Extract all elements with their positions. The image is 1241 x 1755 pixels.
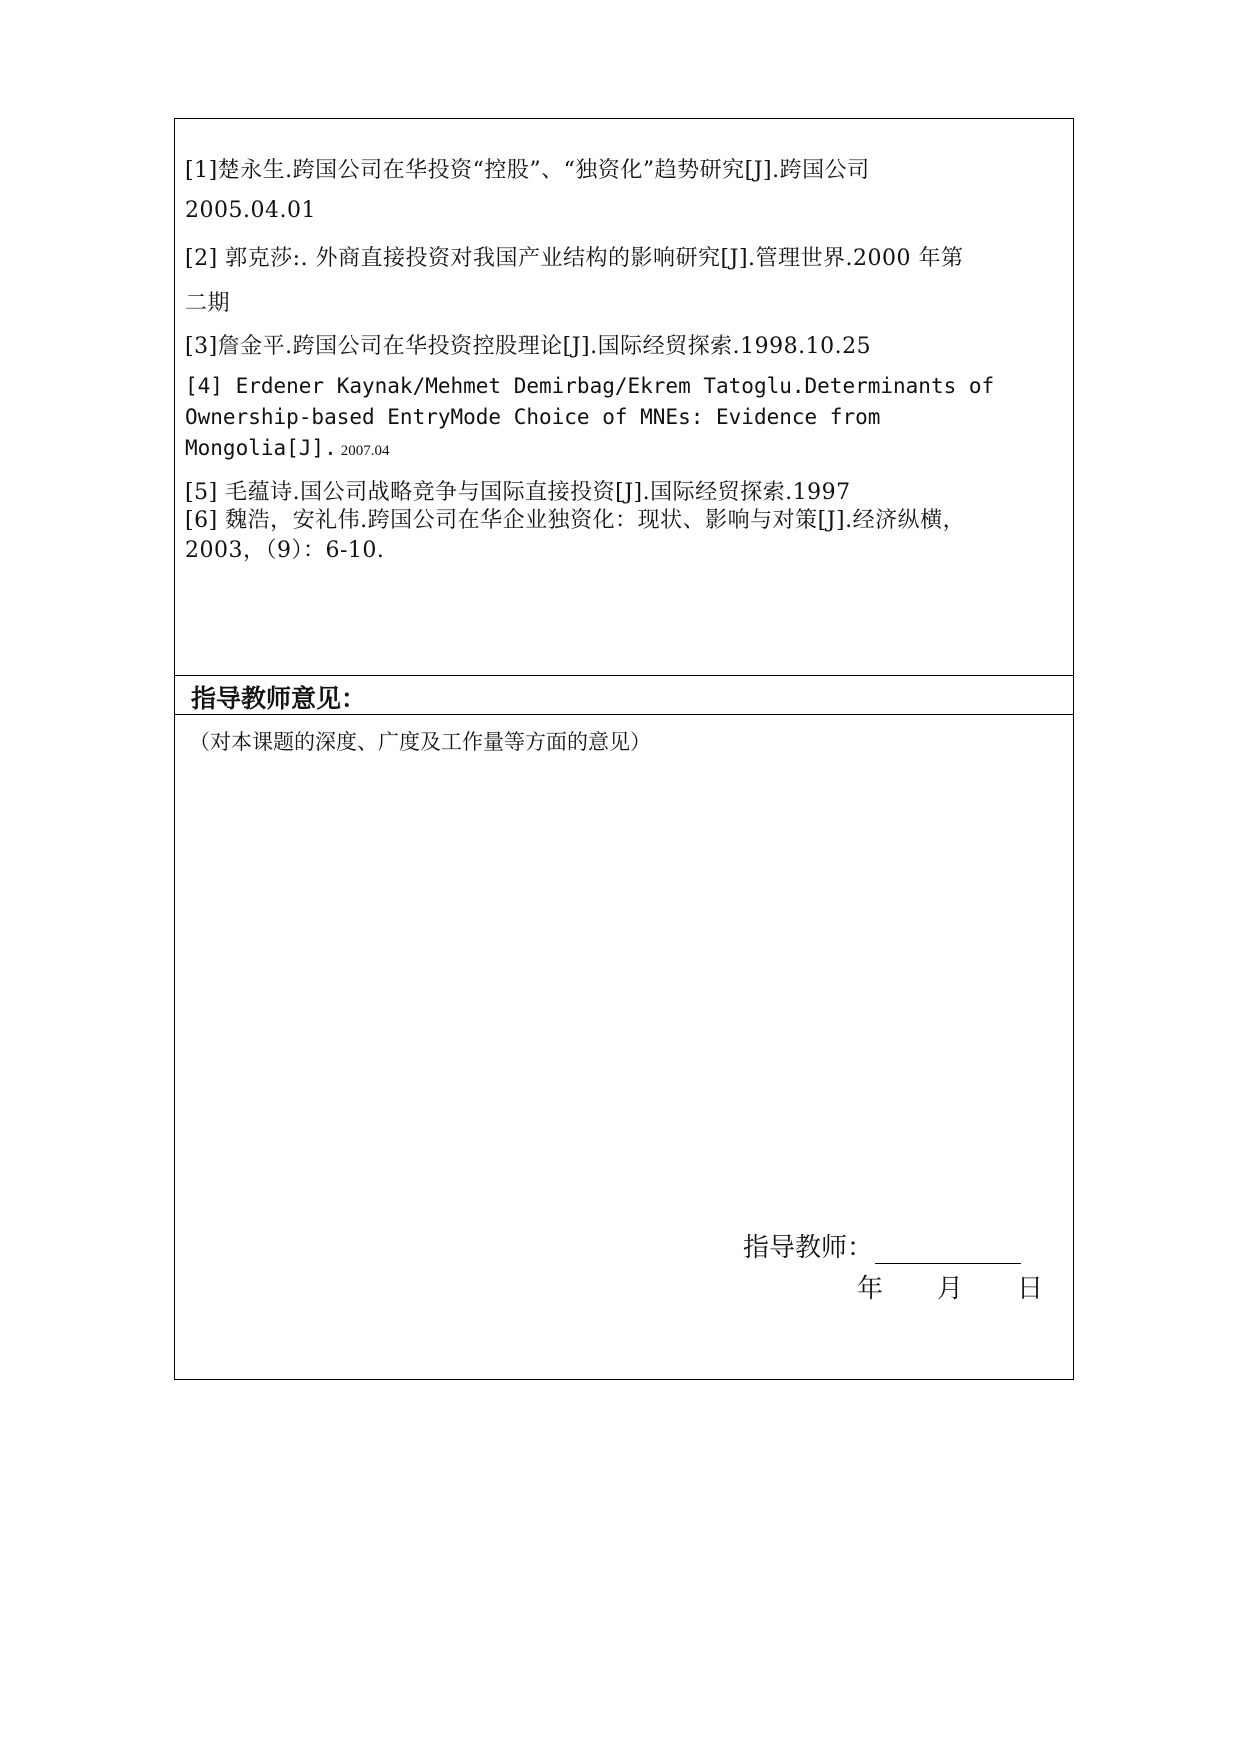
advisor-signature [743, 1227, 1021, 1264]
reference-1-line-2: 2005.04.01 [185, 198, 316, 223]
date-month-label: 月 [937, 1274, 964, 1304]
reference-4-line-2: Ownership-based EntryMode Choice of MNEs: Evidence from [185, 405, 881, 429]
reference-1-line-1: [1]楚永生.跨国公司在华投资“控股”、“独资化”趋势研究[J].跨国公司 [185, 158, 870, 183]
signature-date [857, 1268, 1043, 1305]
signature-label: 指导教师： [743, 1233, 874, 1263]
reference-5: [5] 毛蕴诗.国公司战略竞争与国际直接投资[J].国际经贸探索.1997 [185, 480, 851, 505]
reference-4-line-1: [4] Erdener Kaynak/Mehmet Demirbag/Ekrem Tatoglu.Determinants of [185, 374, 995, 398]
section-divider-top [175, 675, 1073, 676]
date-day-label: 日 [1017, 1274, 1044, 1304]
signature-blank-line[interactable] [875, 1239, 1021, 1264]
reference-2-line-2: 二期 [185, 291, 231, 316]
reference-4-text: Mongolia[J]. [185, 436, 337, 460]
reference-2-line-1: [2] 郭克莎:. 外商直接投资对我国产业结构的影响研究[J].管理世界.2000 年第 [185, 246, 964, 271]
reference-4-line-3 [185, 436, 389, 460]
section-divider-bottom [175, 714, 1073, 715]
reference-3: [3]詹金平.跨国公司在华投资控股理论[J].国际经贸探索.1998.10.25 [185, 334, 872, 359]
reference-6-line-2: 2003，（9）：6-10. [185, 538, 385, 563]
advisor-opinion-title: 指导教师意见： [191, 684, 367, 713]
reference-4-date: 2007.04 [340, 443, 390, 459]
form-table [174, 118, 1074, 1380]
advisor-opinion-hint: （对本课题的深度、广度及工作量等方面的意见） [189, 730, 651, 754]
date-year-label: 年 [857, 1274, 884, 1304]
reference-6-line-1: [6] 魏浩，安礼伟.跨国公司在华企业独资化：现状、影响与对策[J].经济纵横， [185, 508, 966, 533]
